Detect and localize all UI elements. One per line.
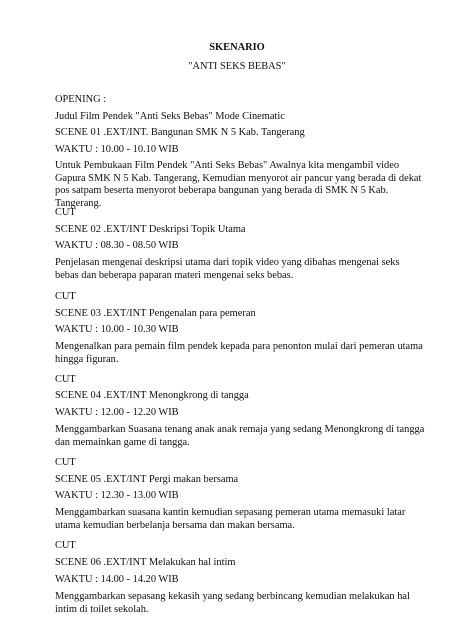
scene-06-heading: SCENE 06 .EXT/INT Melakukan hal intim [55, 557, 236, 568]
scene-05-heading: SCENE 05 .EXT/INT Pergi makan bersama [55, 474, 239, 485]
scene-02-heading: SCENE 02 .EXT/INT Deskripsi Topik Utama [55, 224, 246, 235]
scene-04-heading: SCENE 04 .EXT/INT Menongkrong di tangga [55, 390, 249, 401]
scene-06-time: WAKTU : 14.00 - 14.20 WIB [55, 574, 179, 585]
opening-label: OPENING : [55, 94, 107, 105]
scene-06-description: Menggambarkan sepasang kekasih yang sedang berbincang kemudian melakukan hal intim di toilet sekolah. [55, 591, 410, 615]
document-title: SKENARIO [209, 42, 265, 53]
scene-01-heading: SCENE 01 .EXT/INT. Bangunan SMK N 5 Kab. Tangerang [55, 127, 305, 138]
scene-05-description: Menggambarkan suasana kantin kemudian sepasang pemeran utama memasuki latar utama kemudian berbelanja bersama dan makan bersama. [55, 507, 406, 531]
scene-02-transition: CUT [55, 291, 76, 302]
scene-04-time: WAKTU : 12.00 - 12.20 WIB [55, 407, 179, 418]
scene-03-transition: CUT [55, 374, 76, 385]
scene-04-description: Menggambarkan Suasana tenang anak anak remaja yang sedang Menongkrong di tangga dan memainkan game di tangga. [55, 424, 425, 448]
film-title-line: Judul Film Pendek "Anti Seks Bebas" Mode Cinematic [55, 111, 285, 122]
scene-05-time: WAKTU : 12.30 - 13.00 WIB [55, 490, 179, 501]
scene-04-transition: CUT [55, 457, 76, 468]
scene-03-heading: SCENE 03 .EXT/INT Pengenalan para pemeran [55, 308, 256, 319]
scene-02-description: Penjelasan mengenai deskripsi utama dari topik video yang dibahas mengenai seks bebas dan beberapa paparan materi mengenai seks bebas. [55, 257, 400, 281]
scene-03-description: Mengenalkan para pemain film pendek kepada para penonton mulai dari pemeran utama hingga figuran. [55, 341, 423, 365]
scene-01-time: WAKTU : 10.00 - 10.10 WIB [55, 144, 179, 155]
scene-02-time: WAKTU : 08.30 - 08.50 WIB [55, 240, 179, 251]
document-subtitle: "ANTI SEKS BEBAS" [188, 61, 286, 72]
scene-05-transition: CUT [55, 540, 76, 551]
scene-03-time: WAKTU : 10.00 - 10.30 WIB [55, 324, 179, 335]
scene-01-transition: CUT [55, 207, 76, 218]
scene-01-description: Untuk Pembukaan Film Pendek "Anti Seks Bebas" Awalnya kita mengambil video Gapura SMK N 5 Kab. Tangerang, Kemudian menyorot air pancur yang berada di dekat pos satpam beserta menyorot beberapa bangunan yang berada di SMK N 5 Kab. Tangerang. [55, 160, 422, 209]
